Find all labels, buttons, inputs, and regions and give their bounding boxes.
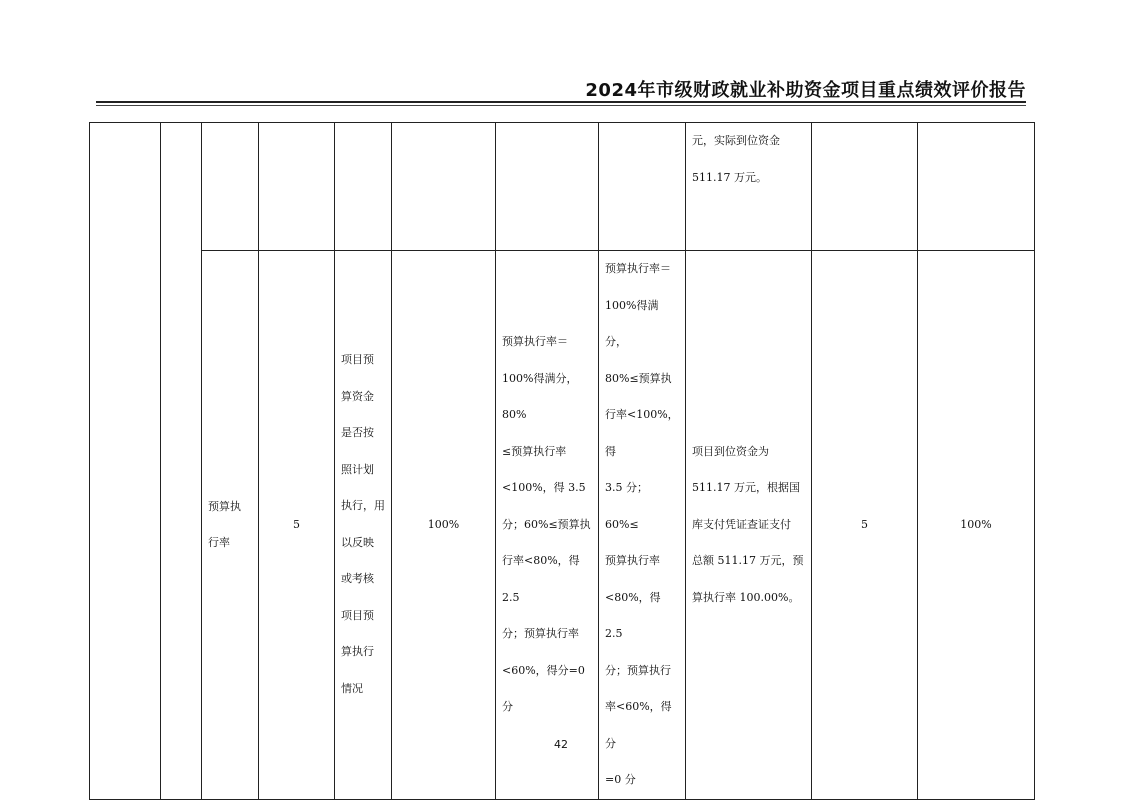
weight-cell: 5 [259, 251, 335, 800]
scoring-rule-cell: 预算执行率＝ 100%得满分， 80%≤预算执 行率<100%，得 3.5 分；60%≤ 预算执行率 <80%，得 2.5 分；预算执行 率<60%，得分 =0 分 [599, 251, 686, 800]
description-cell: 项目预 算资金 是否按 照计划 执行，用 以反映 或考核 项目预 算执行 情况 [335, 251, 392, 800]
report-title: 2024年市级财政就业补助资金项目重点绩效评价报告 [585, 80, 1026, 101]
indicator-cell [202, 123, 259, 251]
evaluation-table [89, 122, 1035, 800]
standard-cell [496, 123, 599, 251]
scoring-rule-cell [599, 123, 686, 251]
basis-cell: 项目到位资金为 511.17 万元，根据国 库支付凭证查证支付 总额 511.17 万元，预 算执行率 100.00%。 [686, 251, 812, 800]
completion-cell: 100% [918, 251, 1035, 800]
table-row [90, 123, 1035, 251]
page-number: 42 [554, 738, 568, 751]
header-divider-thin [96, 105, 1026, 106]
score-cell [812, 123, 918, 251]
category-cell-level2 [161, 123, 202, 800]
standard-cell: 预算执行率＝ 100%得满分，80% ≤预算执行率 <100%，得 3.5 分；60%≤预算执 行率<80%，得 2.5 分；预算执行率 <60%，得分=0 分 [496, 251, 599, 800]
description-cell [335, 123, 392, 251]
indicator-cell: 预算执 行率 [202, 251, 259, 800]
table-row [90, 251, 1035, 800]
target-cell [392, 123, 496, 251]
basis-cell: 元，实际到位资金 511.17 万元。 [686, 123, 812, 251]
category-cell-level1 [90, 123, 161, 800]
score-cell: 5 [812, 251, 918, 800]
completion-cell [918, 123, 1035, 251]
target-cell: 100% [392, 251, 496, 800]
header-divider [96, 101, 1026, 103]
weight-cell [259, 123, 335, 251]
